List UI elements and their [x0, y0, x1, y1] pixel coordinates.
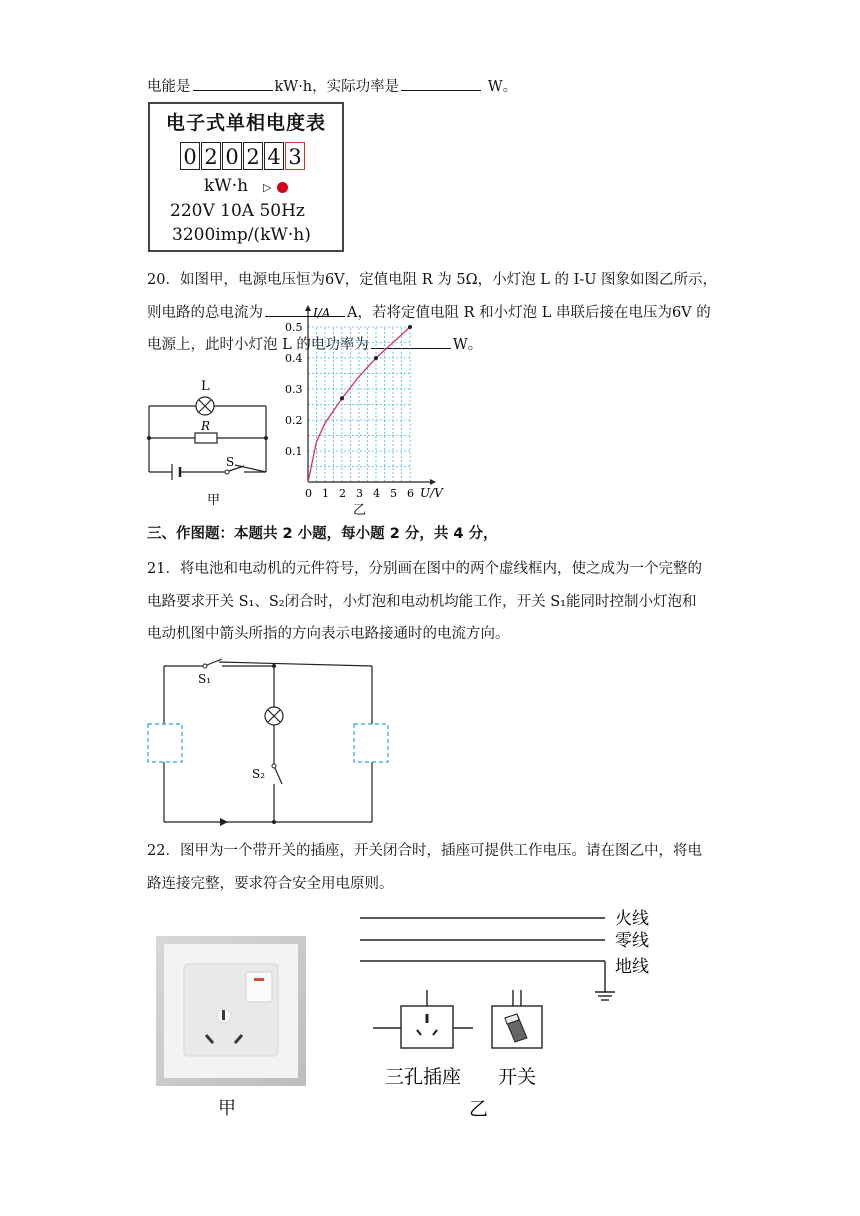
q22-caption-b: 乙 — [469, 1098, 489, 1120]
x-tick-label: 6 — [407, 487, 414, 500]
y-tick-label: 0.1 — [285, 445, 303, 458]
label-s1: S₁ — [198, 672, 212, 686]
data-point — [374, 356, 378, 360]
q20-line2 — [147, 301, 711, 322]
y-tick-label: 0.4 — [285, 352, 303, 365]
meter-digit: 2 — [243, 142, 263, 170]
data-point — [408, 325, 412, 329]
x-tick-label: 1 — [322, 487, 329, 500]
x-tick-label: 2 — [339, 487, 346, 500]
chart-xlabel: U/V — [420, 486, 443, 500]
pulse-triangle-icon: ▷ — [263, 181, 272, 194]
q20-text-2a: 则电路的总电流为 — [147, 305, 263, 321]
q22-line2: 路连接完整，要求符合安全用电原则。 — [147, 876, 394, 892]
iu-chart — [284, 306, 454, 518]
socket-photo — [156, 936, 306, 1086]
q21-line2: 电路要求开关 S₁、S₂闭合时，小灯泡和电动机均能工作，开关 S₁能同时控制小灯泡和 — [147, 594, 697, 610]
q19-text-c: W。 — [483, 79, 518, 95]
meter-spec: 220V 10A 50Hz — [170, 201, 305, 221]
dashed-box-left — [148, 724, 182, 762]
meter-imp: 3200imp/(kW·h) — [172, 225, 311, 245]
pulse-led-icon — [277, 182, 288, 193]
q19-text-a: 电能是 — [147, 79, 191, 95]
meter-digit: 4 — [264, 142, 284, 170]
fig-a-caption: 甲 — [207, 493, 221, 508]
battery-icon — [172, 464, 180, 480]
label-switch: 开关 — [498, 1066, 537, 1088]
x-tick-label: 5 — [390, 487, 397, 500]
q21-line1: 21．将电池和电动机的元件符号，分别画在图中的两个虚线框内，使之成为一个完整的 — [147, 561, 702, 577]
meter-title: 电子式单相电度表 — [165, 112, 326, 134]
q22-caption-a: 甲 — [218, 1098, 236, 1119]
section3-title: 三、作图题：本题共 2 小题，每小题 2 分，共 4 分， — [147, 526, 498, 542]
switch-s1-icon — [203, 659, 222, 668]
q19-answer-line — [147, 75, 517, 96]
electricity-meter — [148, 102, 344, 252]
ground-icon — [595, 992, 615, 1000]
meter-digit-decimal: 3 — [285, 142, 305, 170]
label-live: 火线 — [615, 909, 649, 929]
socket-switch-icon — [246, 972, 272, 1002]
fig-b-caption: 乙 — [353, 503, 367, 518]
q20-text-2b: A，若将定值电阻 R 和小灯泡 L 串联后接在电压为6V 的 — [347, 305, 711, 321]
q20-blank-power[interactable] — [371, 334, 451, 349]
label-L: L — [201, 379, 210, 394]
switch-s2-icon — [272, 764, 282, 784]
q20-line3 — [147, 333, 482, 354]
lamp-icon — [265, 707, 283, 725]
q22-wiring-diagram — [355, 900, 675, 1130]
q19-blank-power[interactable] — [401, 76, 481, 91]
label-S: S — [226, 455, 235, 469]
label-neutral: 零线 — [615, 931, 649, 951]
label-R: R — [201, 419, 211, 433]
q20-circuit-diagram — [140, 372, 275, 512]
q20-blank-current[interactable] — [265, 302, 345, 317]
meter-digit: 0 — [222, 142, 242, 170]
q21-circuit-diagram — [140, 650, 400, 830]
switch-icon — [492, 990, 542, 1048]
y-tick-label: 0.2 — [285, 414, 303, 427]
q22-line1: 22．图甲为一个带开关的插座，开关闭合时，插座可提供工作电压。请在图乙中，将电 — [147, 843, 702, 859]
x-tick-label: 3 — [356, 487, 363, 500]
q19-blank-energy[interactable] — [193, 76, 273, 91]
y-tick-label: 0.5 — [285, 321, 303, 334]
q19-text-b: kW·h，实际功率是 — [274, 79, 400, 95]
chart-ylabel: I/A — [313, 306, 331, 320]
x-axis-arrow-icon — [430, 479, 436, 485]
y-tick-label: 0.3 — [285, 383, 303, 396]
data-point — [340, 396, 344, 400]
meter-digits — [180, 142, 306, 170]
meter-unit: kW·h — [204, 176, 249, 196]
current-arrow-icon — [220, 818, 228, 826]
resistor-icon — [195, 433, 217, 443]
dashed-box-right — [354, 724, 388, 762]
three-hole-socket-icon — [373, 990, 473, 1048]
x-tick-label: 4 — [373, 487, 380, 500]
label-s2: S₂ — [252, 767, 266, 781]
q21-line3: 电动机图中箭头所指的方向表示电路接通时的电流方向。 — [147, 626, 510, 642]
q20-line1: 20．如图甲，电源电压恒为6V，定值电阻 R 为 5Ω，小灯泡 L 的 I-U 图象如图乙所示， — [147, 272, 718, 288]
meter-digit: 2 — [201, 142, 221, 170]
x-tick-label: 0 — [305, 487, 312, 500]
q20-text-3b: W。 — [452, 337, 483, 353]
label-socket: 三孔插座 — [385, 1066, 462, 1088]
label-ground: 地线 — [615, 957, 649, 977]
lamp-icon — [196, 397, 214, 415]
q20-text-3a: 电源上，此时小灯泡 L 的电功率为 — [147, 337, 369, 353]
meter-digit: 0 — [180, 142, 200, 170]
